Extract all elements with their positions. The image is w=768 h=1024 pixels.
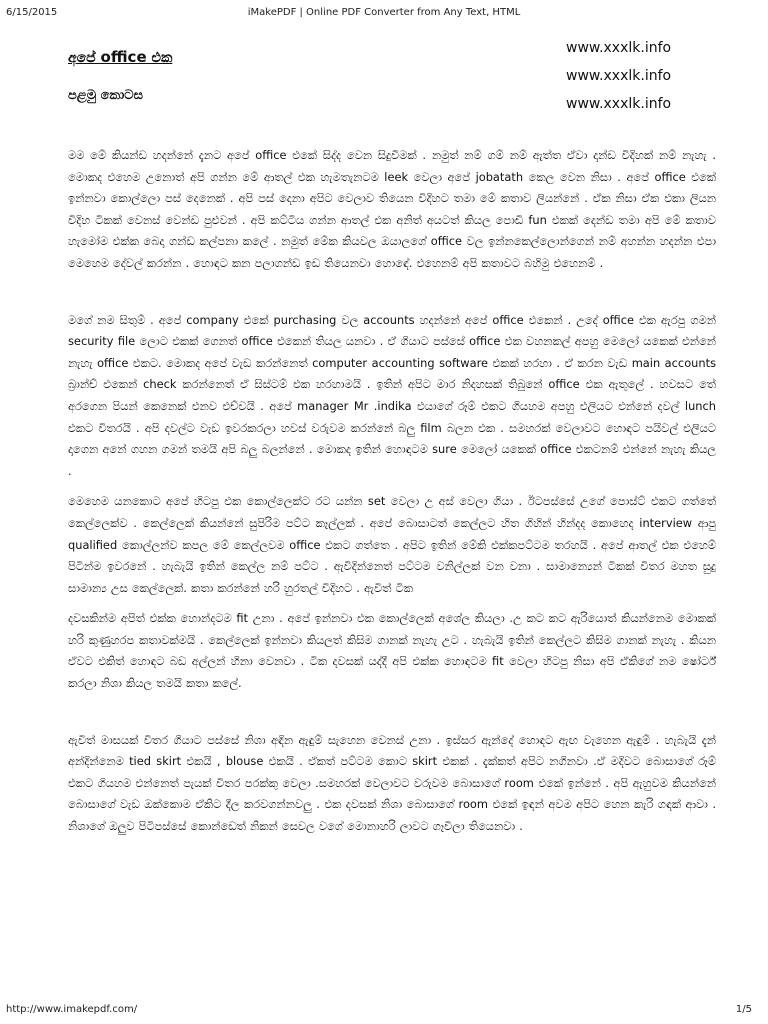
print-title: iMakePDF | Online PDF Converter from Any Text, HTML xyxy=(247,7,521,18)
print-header xyxy=(0,0,768,28)
print-footer xyxy=(0,996,768,1024)
title-suffix: එක xyxy=(146,50,173,66)
paragraph: මම මේ කියන්ඩ හදන්නේ දැනට අපේ office එකේ සිද්ද වෙන සිදුවීමක් . නමුත් නම් ගම් නම් ඇත්ත ඒවා දාන්ඩ විදිහක් නම් නැහැ . මොකද එහෙම උනොත් අපි ගන්න මේ ආතල් එක හැමතැනටම leek වෙලා අපේ jobatath කෙල වෙන නිසා . අපේ office එකේ ඉන්නවා කොල්ලො පස් දෙනෙක් . අපි පස් දෙනා අපිට වෙලාව තියෙන විදිහට තමා මේ කතාව ලියන්නේ . ඒක නිසා ඒක එකා ලියන විදිහ ටිකක් වෙනස් වෙන්ඩ පුළුවන් . අපි කට්ටිය ගන්න ආතල් එක අනිත් අයටත් කියල පොඩි fun එකක් දෙන්ඩ තමා අපි මේ කතාව හැමෝම එක්ක බෙදා ගන්ඩ කල්පනා කලේ . නමුත් මේක කියවල ඔයාලගේ office වල ඉන්නකෙල්ලොන්ගෙන් නම් අහන්න හදන්න එපා මෙහෙම දේවල් කරන්න . හොඳට කන පලාගන්ඩ ඉඩ තියෙනවා හොඳේ. එහෙනම් අපි කතාවට බහිමු එහෙනම් . xyxy=(68,148,716,270)
section-heading: පළමු කොටස xyxy=(68,88,143,103)
paragraph: දවසකින්ම අපිත් එක්ක හොන්දටම fit උනා . අපේ ඉන්නවා එක කොල්ලෙක් අශේල කියලා .උ කට කට ඇරියොත් කියන්නෙම මොකක් හරි කුණුහරප කතාවක්මයි . කෙල්ලෙක් ඉන්නවා කියලත් කිසිම ගානක් නැහැ උට . හැබැයි ඉතින් කෙල්ලට කිසිම ගානක් නැහැ . කියන ඒවට එකිත් හොඳට බඩ අල්ලන් හිනා වෙනවා . ටික දවසක් යද්දී අපි එක්ක හොඳටම fit වෙලා හිටපු නිසා අපි ඒකිගේ නම ෂෝර්ට් කරලා නිශා කියල තමයි කතා කලේ. xyxy=(68,611,716,691)
footer-url[interactable]: http://www.imakepdf.com/ xyxy=(6,1004,138,1015)
paragraph-gap xyxy=(68,275,716,310)
paragraph-gap xyxy=(68,482,716,491)
document-title xyxy=(68,48,172,66)
title-prefix: අපේ xyxy=(68,50,101,66)
site-links xyxy=(566,34,686,118)
site-link[interactable]: www.xxxlk.info xyxy=(566,40,672,56)
paragraph: මගේ නම සිතුම් . අපේ company එකේ purchasing වල accounts හදන්නේ අපේ office එකෙන් . උදේ office එක ඇරපු ගමන් security file ලොට එකක් ගෙනත් office එකෙන් තියල යනවා . ඒ ගියාට පස්සේ office එක වහනකල් අපහු මෙලෝ යකෙක් එන්නේ නැහැ office එකට. මොකද අපේ වැඩ කරන්නෙත් computer accounting software එකක් හරහා . ඒ කරන වැඩ main accounts බ්‍රාන්ච් එකෙන් check කරන්නෙත් ඒ සිස්ටම් එක හරහාමයි . ඉතින් අපිට මාර නිදහසක් තිබුනේ office එක ඇතුලේ . හවසට තේ අරගෙන පියන් කෙනෙක් එනව එච්චයි . අපේ manager Mr .indika එයාගේ රූම් එකට ගියහම අපහු එලියට එන්නේ දවල් lunch එකට විතරයි . අපි දවල්ට වැඩ ඉවරකරලා හවස් වරුවම කරන්නේ බලු film බලන එක . සමහරක් වෙලාවට හොඳට පයිවල් එලියට දාගෙන අනේ ගහන ගමන් තමයි අපි බලු බලන්නේ . මොකද ඉතින් හොඳටම sure මෙලෝ යකෙක් office එකටනම් එන්නේ නැහැ කියල . xyxy=(68,312,716,478)
site-link[interactable]: www.xxxlk.info xyxy=(566,68,672,84)
paragraph: ඇවිත් මාසයක් විතර ගියාට පස්සේ නිශා අඳින ඇඳුම් සැහෙන වෙනස් උනා . ඉස්සර ඇන්දේ හොඳට ඇඟ වැහෙන ඇඳුම් . හැබැයි දැන් අන්දින්නෙම tied skirt එකයි , blouse එකයි . ඒකත් පට්ටම කොට skirt එකක් . දැක්කත් අපිට නගිනවා .ඒ මදිවට බොසාගේ රූම් එකට ගියහම එන්නෙත් පැයක් විතර පරක්කු වෙලා .සමහරක් වෙලාවට වරුවම බොසාගේ room එකේ ඉන්නේ . අපි ඇහුවම කියන්නේ බොසාගේ වැඩ ඔක්කොම ඒකිට දීල කරවගන්නවලු . එක දවසක් නිශා බොසාගේ room එකේ ඉඳන් අවම අපිට හෙන කැරි ගඳක් ආවා . නිශාගේ ඔලුව පිටිපස්සේ කොන්ඩෙත් නිකන් සෙවල වගේ මොනාහරි ලාවට ගෑවිලා තියෙනවා . xyxy=(68,732,716,834)
document-body xyxy=(68,145,716,838)
print-date: 6/15/2015 xyxy=(6,7,58,18)
page-number: 1/5 xyxy=(735,1004,752,1015)
title-english: office xyxy=(100,48,147,66)
paragraph-gap xyxy=(68,599,716,608)
site-link[interactable]: www.xxxlk.info xyxy=(566,96,672,112)
paragraph-gap xyxy=(68,695,716,730)
paragraph: මෙහෙම යනකොට අපේ හිටපු එක කොල්ලෙක්ට රට යන්න set වෙලා උ අස් වෙලා ගියා . ඊටපස්සේ උගේ පොස්ට් එකට ගත්තේ කෙල්ලෙක්ව . කෙල්ලෙක් කියන්නේ සුපිරිම පට්ට කෑල්ලක් . අපේ බොසාටත් කෙල්ලට හිත ගිහින් හින්දද කොහෙද interview ආපු qualified කොල්ලන්ව කපල මේ කෙල්ලවම office එකට ගත්තෙ . අපිට ඉතින් මේකි එක්කපට්ටම තරහයි . අපේ ආතල් එක එහෙම් පිටින්ම ඉවරනේ . හැබැයි ඉතින් කෙල්ල නම් පට්ට . ඇවිදින්නෙත් පට්ටම වනිල්ලක් වන වනා . සාමාන්‍යෙන් ටිකක් විතර මහත සුදු සාමාන්‍ය උස කෙල්ලෙක්. කතා කරන්නේ හරි හුරතල් විදිහට . ඇවිත් ටික xyxy=(68,494,716,595)
